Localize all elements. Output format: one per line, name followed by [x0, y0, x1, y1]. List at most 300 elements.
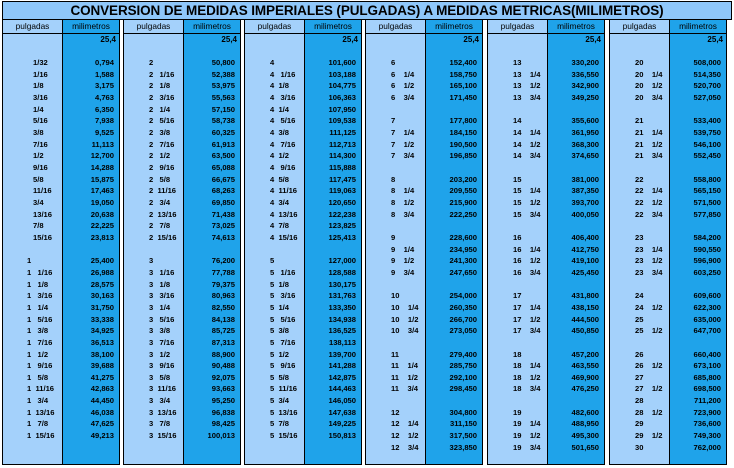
mm-value: 3,175	[94, 81, 114, 91]
header-milimetros: milimetros	[63, 20, 119, 34]
mm-value: 11,113	[91, 139, 114, 149]
inch-value: 2 7/8	[149, 221, 171, 231]
inch-value: 2 15/16	[149, 232, 177, 242]
mm-value: 215,900	[449, 197, 477, 207]
inch-value: 20	[635, 58, 644, 67]
mm-value: 127,000	[328, 256, 356, 266]
inch-value: 9	[391, 232, 396, 242]
mm-value: 171,450	[449, 92, 477, 102]
header-milimetros: milimetros	[426, 20, 482, 34]
inch-value: 3 13/16	[149, 407, 177, 417]
inch-value: 11 1/4	[391, 361, 419, 371]
inch-value: 2	[149, 58, 154, 67]
mm-value: 95,250	[211, 396, 235, 406]
mm-value: 63,500	[211, 151, 235, 161]
inch-value: 1 1/8	[27, 279, 49, 289]
inch-value: 7/8	[33, 221, 44, 231]
mm-value: 158,750	[449, 69, 477, 79]
mm-value: 104,775	[328, 81, 356, 91]
inch-value: 9 1/2	[391, 256, 415, 266]
inch-value: 4 1/4	[270, 104, 289, 114]
mm-value: 590,550	[693, 244, 721, 254]
mm-value: 228,600	[449, 232, 477, 242]
mm-value: 55,563	[211, 92, 235, 102]
inch-value: 4 13/16	[270, 209, 298, 219]
mm-value: 596,900	[693, 256, 721, 266]
mm-value: 508,000	[693, 58, 721, 67]
inch-value: 1 11/16	[27, 384, 55, 394]
inch-value: 20 3/4	[635, 92, 663, 102]
inch-value: 12 3/4	[391, 442, 419, 452]
inch-value: 19 3/4	[513, 442, 541, 452]
inch-value: 5 7/16	[270, 337, 296, 347]
mm-value: 4,763	[94, 92, 114, 102]
mm-value: 38,100	[90, 349, 114, 359]
mm-value: 736,600	[693, 419, 721, 429]
inch-value: 7 1/4	[391, 127, 415, 137]
mm-value: 52,388	[211, 69, 235, 79]
inch-value: 5 11/16	[270, 384, 298, 394]
mm-value: 260,350	[449, 302, 477, 312]
mm-value: 98,425	[211, 419, 235, 429]
inch-value: 2 1/4	[149, 104, 171, 114]
mm-value: 762,000	[693, 442, 721, 452]
mm-value: 698,500	[693, 384, 721, 394]
inch-value: 2 7/16	[149, 139, 175, 149]
inch-value: 1 3/16	[27, 291, 53, 301]
inch-value: 1/2	[33, 151, 44, 161]
mm-value: 196,850	[449, 151, 477, 161]
mm-value: 438,150	[571, 302, 599, 312]
inch-value: 7 1/2	[391, 139, 415, 149]
mm-value: 79,375	[211, 279, 235, 289]
inch-value: 5 7/8	[270, 419, 289, 429]
mm-value: 266,700	[449, 314, 477, 324]
mm-value: 292,100	[449, 372, 477, 382]
mm-value: 107,950	[328, 104, 356, 114]
mm-value: 374,650	[571, 151, 599, 161]
mm-value: 138,113	[328, 337, 356, 347]
mm-value: 711,200	[693, 396, 721, 406]
mm-value: 28,575	[90, 279, 114, 289]
mm-value: 61,913	[211, 139, 235, 149]
mm-value: 42,863	[90, 384, 114, 394]
inch-value: 1 1/4	[27, 302, 49, 312]
inch-value: 4 7/8	[270, 221, 289, 231]
page-title: CONVERSION DE MEDIDAS IMPERIALES (PULGADAS) A MEDIDAS METRICAS(MILIMETROS)	[2, 1, 732, 20]
mm-value: 635,000	[693, 314, 721, 324]
inch-value: 21 3/4	[635, 151, 663, 161]
mm-value: 349,250	[571, 92, 599, 102]
mm-value: 101,600	[328, 58, 356, 67]
inch-value: 1	[27, 256, 32, 266]
mm-value: 133,350	[328, 302, 356, 312]
inch-value: 4 9/16	[270, 162, 296, 172]
inch-value: 21 1/2	[635, 139, 663, 149]
mm-value: 88,900	[211, 349, 235, 359]
mm-value: 58,738	[211, 116, 235, 126]
mm-value: 80,963	[211, 291, 235, 301]
mm-value: 520,700	[693, 81, 721, 91]
mm-value: 571,500	[693, 197, 721, 207]
mm-value: 368,300	[571, 139, 599, 149]
mm-value: 419,100	[571, 256, 599, 266]
mm-value: 247,650	[449, 267, 477, 277]
mm-value: 82,550	[211, 302, 235, 312]
inch-value: 5/8	[33, 174, 44, 184]
mm-value: 209,550	[449, 186, 477, 196]
mm-value: 647,700	[693, 326, 721, 336]
inch-value: 1 9/16	[27, 361, 53, 371]
inch-value: 3 7/8	[149, 419, 171, 429]
mm-value: 558,800	[693, 174, 721, 184]
inch-value: 19 1/2	[513, 431, 541, 441]
mm-value: 103,188	[328, 69, 356, 79]
inch-value: 13 3/4	[513, 92, 541, 102]
inch-value: 4 11/16	[270, 186, 298, 196]
mm-value: 77,788	[211, 267, 235, 277]
inch-value: 24 1/2	[635, 302, 663, 312]
mm-value: 152,400	[449, 58, 477, 67]
inch-value: 15 3/4	[513, 209, 541, 219]
mm-value: 603,250	[693, 267, 721, 277]
inch-value: 2 5/8	[149, 174, 171, 184]
mm-value: 15,875	[90, 174, 114, 184]
mm-value: 444,500	[571, 314, 599, 324]
mm-value: 84,138	[211, 314, 235, 324]
mm-value: 203,200	[449, 174, 477, 184]
mm-value: 141,288	[328, 361, 356, 371]
inch-value: 11 3/4	[391, 384, 419, 394]
mm-value: 25,400	[90, 256, 114, 266]
inch-value: 5 13/16	[270, 407, 298, 417]
inch-value: 25	[635, 314, 644, 324]
inch-value: 22 3/4	[635, 209, 663, 219]
inch-value: 18 1/4	[513, 361, 541, 371]
inch-value: 2 3/8	[149, 127, 171, 137]
mm-value: 87,313	[211, 337, 235, 347]
mm-value: 65,088	[211, 162, 235, 172]
mm-value: 355,600	[571, 116, 599, 126]
header-milimetros: milimetros	[184, 20, 240, 34]
inch-value: 4	[270, 58, 275, 67]
inch-value: 15	[513, 174, 522, 184]
mm-value: 39,688	[90, 361, 114, 371]
conversion-factor: 25,4	[221, 35, 237, 44]
inch-value: 3 5/16	[149, 314, 175, 324]
column-group	[365, 19, 483, 465]
mm-value: 50,800	[211, 58, 235, 67]
mm-value: 0,794	[94, 58, 114, 67]
mm-value: 273,050	[449, 326, 477, 336]
column-group	[2, 19, 120, 465]
mm-value: 577,850	[693, 209, 721, 219]
mm-value: 134,938	[328, 314, 356, 324]
mm-value: 69,850	[211, 197, 235, 207]
inch-value: 3 7/16	[149, 337, 175, 347]
mm-value: 26,988	[90, 267, 114, 277]
inch-value: 21	[635, 116, 644, 126]
mm-value: 31,750	[90, 302, 114, 312]
mm-value: 112,713	[328, 139, 356, 149]
mm-value: 33,338	[90, 314, 114, 324]
inch-value: 3/16	[33, 92, 48, 102]
inch-value: 2 1/2	[149, 151, 171, 161]
mm-value: 476,250	[571, 384, 599, 394]
mm-value: 57,150	[211, 104, 235, 114]
mm-value: 66,675	[211, 174, 235, 184]
mm-value: 111,125	[329, 127, 356, 137]
inch-value: 4 3/8	[270, 127, 289, 137]
mm-value: 425,450	[571, 267, 599, 277]
inch-value: 1 7/16	[27, 337, 53, 347]
mm-value: 53,975	[211, 81, 235, 91]
mm-value: 92,075	[211, 372, 235, 382]
column-group	[244, 19, 362, 465]
mm-value: 44,450	[90, 396, 114, 406]
inch-value: 15 1/2	[513, 197, 541, 207]
inch-value: 3/4	[33, 197, 44, 207]
inch-value: 5 1/8	[270, 279, 289, 289]
mm-value: 298,450	[449, 384, 477, 394]
header-milimetros: milimetros	[548, 20, 604, 34]
inch-value: 2 9/16	[149, 162, 175, 172]
inch-value: 4 3/16	[270, 92, 296, 102]
mm-value: 222,250	[449, 209, 477, 219]
mm-value: 609,600	[693, 291, 721, 301]
mm-value: 100,013	[207, 431, 235, 441]
inch-value: 5 1/16	[270, 267, 296, 277]
mm-value: 387,350	[571, 186, 599, 196]
inch-value: 13 1/2	[513, 81, 541, 91]
inch-value: 12 1/4	[391, 419, 419, 429]
mm-value: 412,750	[571, 244, 599, 254]
inch-value: 5 1/2	[270, 349, 289, 359]
mm-value: 285,750	[449, 361, 477, 371]
mm-value: 190,500	[449, 139, 477, 149]
mm-value: 514,350	[693, 69, 721, 79]
inch-value: 3 1/2	[149, 349, 171, 359]
mm-value: 546,100	[693, 139, 721, 149]
mm-value: 68,263	[211, 186, 235, 196]
mm-value: 142,875	[328, 372, 356, 382]
mm-value: 9,525	[94, 127, 114, 137]
mm-value: 96,838	[211, 407, 235, 417]
inch-value: 8 1/4	[391, 186, 415, 196]
mm-value: 482,600	[571, 407, 599, 417]
inch-value: 26 1/2	[635, 361, 663, 371]
inch-value: 4 7/16	[270, 139, 296, 149]
conversion-factor: 25,4	[342, 35, 358, 44]
inch-value: 17	[513, 291, 522, 301]
mm-value: 584,200	[693, 232, 721, 242]
inch-value: 1/4	[33, 104, 44, 114]
mm-value: 749,300	[693, 431, 721, 441]
header-pulgadas: pulgadas	[366, 20, 425, 34]
mm-value: 177,800	[449, 116, 477, 126]
inch-value: 11/16	[33, 186, 52, 196]
inch-value: 23	[635, 232, 644, 242]
inch-value: 20 1/4	[635, 69, 663, 79]
inch-value: 13 1/4	[513, 69, 541, 79]
inch-value: 24	[635, 291, 644, 301]
inch-value: 1 13/16	[27, 407, 55, 417]
inch-value: 22 1/2	[635, 197, 663, 207]
inch-value: 2 11/16	[149, 186, 177, 196]
inch-value: 5 3/16	[270, 291, 296, 301]
inch-value: 2 1/16	[149, 69, 175, 79]
inch-value: 4 15/16	[270, 232, 298, 242]
inch-value: 5 1/4	[270, 302, 289, 312]
inch-value: 6 1/4	[391, 69, 415, 79]
inch-value: 18 1/2	[513, 372, 541, 382]
mm-value: 149,225	[328, 419, 356, 429]
mm-value: 22,225	[90, 221, 114, 231]
inch-value: 16 1/2	[513, 256, 541, 266]
column-group	[487, 19, 605, 465]
inch-value: 6 1/2	[391, 81, 415, 91]
inch-value: 12 1/2	[391, 431, 419, 441]
mm-value: 139,700	[328, 349, 356, 359]
inch-value: 3 11/16	[149, 384, 177, 394]
inch-value: 2 3/4	[149, 197, 171, 207]
inch-value: 14 1/2	[513, 139, 541, 149]
mm-value: 533,400	[693, 116, 721, 126]
mm-value: 130,175	[328, 279, 356, 289]
inch-value: 2 13/16	[149, 209, 177, 219]
inch-value: 4 1/16	[270, 69, 296, 79]
inch-value: 27 1/2	[635, 384, 663, 394]
mm-value: 117,475	[328, 174, 356, 184]
mm-value: 47,625	[90, 419, 114, 429]
mm-value: 131,763	[328, 291, 356, 301]
mm-value: 49,213	[90, 431, 114, 441]
mm-value: 304,800	[449, 407, 477, 417]
mm-value: 6,350	[94, 104, 114, 114]
mm-value: 93,663	[211, 384, 235, 394]
inch-value: 16 3/4	[513, 267, 541, 277]
inch-value: 3 3/8	[149, 326, 171, 336]
inch-value: 11	[391, 349, 400, 359]
mm-value: 184,150	[449, 127, 477, 137]
mm-value: 114,300	[328, 151, 356, 161]
header-pulgadas: pulgadas	[245, 20, 304, 34]
mm-value: 565,150	[693, 186, 721, 196]
mm-value: 400,050	[571, 209, 599, 219]
inch-value: 5 15/16	[270, 431, 298, 441]
inch-value: 13/16	[33, 209, 53, 219]
inch-value: 3 15/16	[149, 431, 177, 441]
mm-value: 317,500	[449, 431, 477, 441]
mm-value: 463,550	[571, 361, 599, 371]
table-body	[2, 19, 732, 465]
inch-value: 25 1/2	[635, 326, 663, 336]
inch-value: 19	[513, 407, 522, 417]
mm-value: 323,850	[449, 442, 477, 452]
inch-value: 4 5/8	[270, 174, 289, 184]
mm-value: 311,150	[449, 419, 477, 429]
mm-value: 361,950	[571, 127, 599, 137]
mm-value: 30,163	[90, 291, 114, 301]
column-group	[123, 19, 241, 465]
inch-value: 1 7/8	[27, 419, 49, 429]
inch-value: 19 1/4	[513, 419, 541, 429]
mm-value: 14,288	[90, 162, 114, 172]
inch-value: 3 1/16	[149, 267, 175, 277]
mm-value: 19,050	[90, 197, 114, 207]
conversion-factor: 25,4	[707, 35, 723, 44]
inch-value: 13	[513, 58, 522, 67]
inch-value: 1 15/16	[27, 431, 55, 441]
mm-value: 495,300	[571, 431, 599, 441]
mm-value: 109,538	[328, 116, 356, 126]
mm-value: 119,063	[328, 186, 356, 196]
inch-value: 27	[635, 372, 644, 382]
inch-value: 14 3/4	[513, 151, 541, 161]
mm-value: 381,000	[571, 174, 599, 184]
mm-value: 136,525	[328, 326, 356, 336]
mm-value: 146,050	[328, 396, 356, 406]
mm-value: 723,900	[693, 407, 721, 417]
inch-value: 18 3/4	[513, 384, 541, 394]
mm-value: 74,613	[211, 232, 235, 242]
mm-value: 622,300	[693, 302, 721, 312]
inch-value: 23 3/4	[635, 267, 663, 277]
inch-value: 2 5/16	[149, 116, 175, 126]
inch-value: 3 1/8	[149, 279, 171, 289]
mm-value: 73,025	[211, 221, 235, 231]
header-pulgadas: pulgadas	[610, 20, 669, 34]
inch-value: 16 1/4	[513, 244, 541, 254]
mm-value: 469,900	[571, 372, 599, 382]
inch-value: 15/16	[33, 232, 53, 242]
mm-value: 123,825	[328, 221, 356, 231]
inch-value: 3 5/8	[149, 372, 171, 382]
mm-value: 165,100	[449, 81, 477, 91]
inch-value: 10	[391, 291, 400, 301]
inch-value: 6 3/4	[391, 92, 415, 102]
inch-value: 5 5/16	[270, 314, 296, 324]
inch-value: 17 1/4	[513, 302, 541, 312]
inch-value: 1 3/8	[27, 326, 49, 336]
conversion-factor: 25,4	[585, 35, 601, 44]
mm-value: 71,438	[211, 209, 235, 219]
inch-value: 29	[635, 419, 644, 429]
inch-value: 10 1/4	[391, 302, 419, 312]
inch-value: 1 3/4	[27, 396, 49, 406]
inch-value: 8	[391, 174, 396, 184]
mm-value: 488,950	[571, 419, 599, 429]
mm-value: 125,413	[328, 232, 356, 242]
mm-value: 501,650	[571, 442, 599, 452]
mm-value: 115,888	[328, 162, 356, 172]
inch-value: 8 3/4	[391, 209, 415, 219]
inch-value: 3 9/16	[149, 361, 175, 371]
inch-value: 29 1/2	[635, 431, 663, 441]
inch-value: 3 3/4	[149, 396, 171, 406]
inch-value: 3 1/4	[149, 302, 171, 312]
inch-value: 1 1/16	[27, 267, 53, 277]
mm-value: 406,400	[571, 232, 599, 242]
mm-value: 241,300	[449, 256, 477, 266]
mm-value: 527,050	[693, 92, 721, 102]
header-milimetros: milimetros	[670, 20, 726, 34]
mm-value: 120,650	[328, 197, 356, 207]
mm-value: 23,813	[90, 232, 114, 242]
inch-value: 9 1/4	[391, 244, 415, 254]
mm-value: 147,638	[328, 407, 356, 417]
mm-value: 254,000	[449, 291, 477, 301]
